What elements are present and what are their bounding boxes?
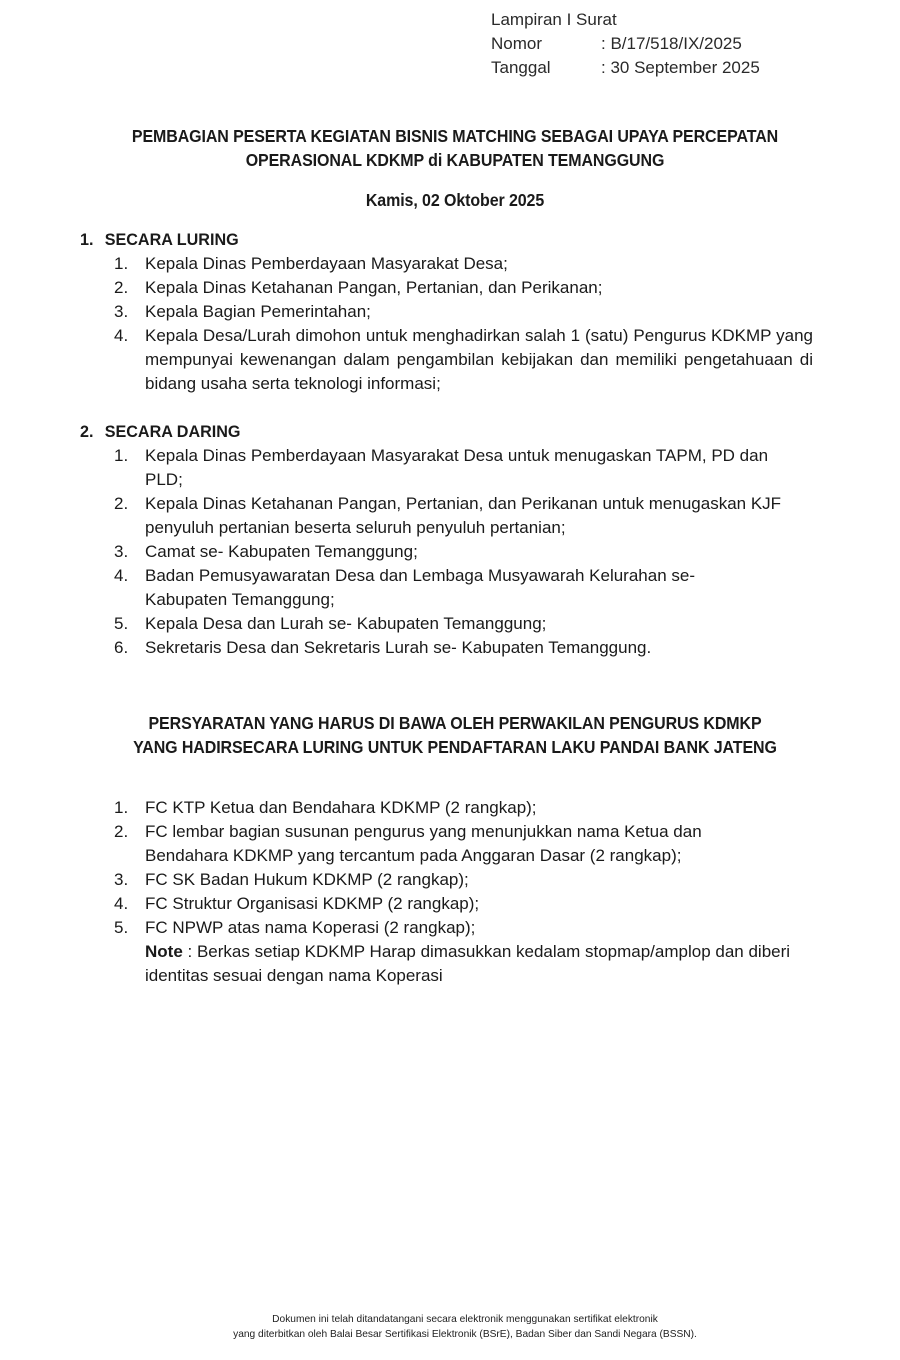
note-body: : Berkas setiap KDKMP Harap dimasukkan kedalam stopmap/amplop dan diberi identitas sesuai dengan nama Koperasi: [145, 942, 791, 985]
attachment-row-number: [491, 32, 760, 56]
item-number: 2.: [114, 822, 129, 841]
item-text: FC SK Badan Hukum KDKMP (2 rangkap);: [145, 870, 469, 889]
section-heading-text: SECARA DARING: [104, 422, 241, 441]
note-text: [145, 940, 805, 988]
item-number: 1.: [114, 254, 129, 273]
item-text: Kepala Dinas Ketahanan Pangan, Pertanian, dan Perikanan untuk menugaskan KJF penyuluh pertanian beserta seluruh penyuluh pertanian;: [145, 494, 782, 537]
item-text: Kepala Desa/Lurah dimohon untuk menghadirkan salah 1 (satu) Pengurus KDKMP yang mempunyai kewenangan dalam pengambilan kebijakan dan memiliki pengetahuaan di bidang usaha serta teknologi informasi;: [145, 326, 813, 393]
item-number: 3.: [114, 542, 129, 561]
item-text: Kepala Desa dan Lurah se- Kabupaten Temanggung;: [145, 614, 547, 633]
item-text: FC KTP Ketua dan Bendahara KDKMP (2 rangkap);: [145, 798, 537, 817]
attachment-label: Tanggal: [491, 58, 551, 77]
item-number: 4.: [114, 566, 129, 585]
requirements-list: [80, 796, 840, 988]
section-number: 2.: [80, 422, 94, 441]
note-label: Note: [145, 942, 183, 961]
electronic-signature-notice: [100, 1312, 830, 1342]
attachment-reference: [491, 8, 760, 80]
item-text: Sekretaris Desa dan Sekretaris Lurah se- Kabupaten Temanggung.: [145, 638, 652, 657]
requirements-title: [69, 711, 841, 759]
section-heading: [80, 420, 802, 444]
list-item: [80, 444, 840, 492]
item-number: 1.: [114, 446, 129, 465]
list-item: [80, 300, 840, 324]
participant-list: [80, 252, 840, 396]
item-text: Kepala Dinas Ketahanan Pangan, Pertanian, dan Perikanan;: [145, 278, 603, 297]
item-text: Camat se- Kabupaten Temanggung;: [145, 542, 418, 561]
list-item: [80, 892, 840, 916]
item-text: FC NPWP atas nama Koperasi (2 rangkap);: [145, 918, 476, 937]
document-title-line: OPERASIONAL KDKMP di KABUPATEN TEMANGGUNG: [245, 150, 665, 170]
event-date: Kamis, 02 Oktober 2025: [365, 190, 545, 210]
attachment-heading: Lampiran I Surat: [491, 10, 617, 29]
attachment-value: : 30 September 2025: [601, 58, 760, 77]
list-item: [80, 324, 840, 396]
item-number: 4.: [114, 894, 129, 913]
list-item: [80, 492, 840, 540]
item-number: 3.: [114, 870, 129, 889]
attachment-label: Nomor: [491, 34, 543, 53]
list-item: [80, 540, 840, 564]
list-item: [80, 636, 840, 660]
item-number: 5.: [114, 918, 129, 937]
item-text: Kepala Dinas Pemberdayaan Masyarakat Desa;: [145, 254, 508, 273]
requirements-title-line: YANG HADIRSECARA LURING UNTUK PENDAFTARAN LAKU PANDAI BANK JATENG: [133, 737, 777, 757]
item-number: 3.: [114, 302, 129, 321]
footer-line: Dokumen ini telah ditandatangani secara elektronik menggunakan sertifikat elektronik: [272, 1314, 658, 1325]
document-title: [69, 124, 841, 172]
item-text: Badan Pemusyawaratan Desa dan Lembaga Musyawarah Kelurahan se- Kabupaten Temanggung;: [145, 566, 695, 609]
footer-line: yang diterbitkan oleh Balai Besar Sertifikasi Elektronik (BSrE), Badan Siber dan Sandi Negara (BSSN).: [233, 1329, 697, 1340]
list-item: [80, 868, 840, 892]
section-number: 1.: [80, 230, 94, 249]
attachment-row-date: [491, 56, 760, 80]
item-number: 6.: [114, 638, 129, 657]
list-item: [80, 252, 840, 276]
item-text: Kepala Dinas Pemberdayaan Masyarakat Desa untuk menugaskan TAPM, PD dan PLD;: [145, 446, 769, 489]
note-item: [80, 940, 840, 988]
document-title-line: PEMBAGIAN PESERTA KEGIATAN BISNIS MATCHING SEBAGAI UPAYA PERCEPATAN: [131, 126, 779, 146]
item-number: 4.: [114, 326, 129, 345]
participant-list: [80, 444, 840, 660]
item-text: FC Struktur Organisasi KDKMP (2 rangkap);: [145, 894, 480, 913]
item-number: 2.: [114, 278, 129, 297]
section-heading-text: SECARA LURING: [104, 230, 239, 249]
section-daring: [80, 420, 840, 660]
requirements-section: [80, 796, 840, 988]
list-item: [80, 612, 840, 636]
list-item: [80, 796, 840, 820]
list-item: [80, 276, 840, 300]
attachment-value: : B/17/518/IX/2025: [601, 34, 742, 53]
list-item: [80, 820, 840, 868]
item-number: 5.: [114, 614, 129, 633]
item-number: [80, 940, 145, 988]
section-luring: [80, 228, 840, 396]
list-item: [80, 916, 840, 940]
requirements-title-line: PERSYARATAN YANG HARUS DI BAWA OLEH PERWAKILAN PENGURUS KDMKP: [148, 713, 762, 733]
list-item: [80, 564, 840, 612]
item-text: Kepala Bagian Pemerintahan;: [145, 302, 371, 321]
item-text: FC lembar bagian susunan pengurus yang menunjukkan nama Ketua dan Bendahara KDKMP yang tercantum pada Anggaran Dasar (2 rangkap);: [145, 822, 702, 865]
section-heading: [80, 228, 802, 252]
item-number: 1.: [114, 798, 129, 817]
item-number: 2.: [114, 494, 129, 513]
